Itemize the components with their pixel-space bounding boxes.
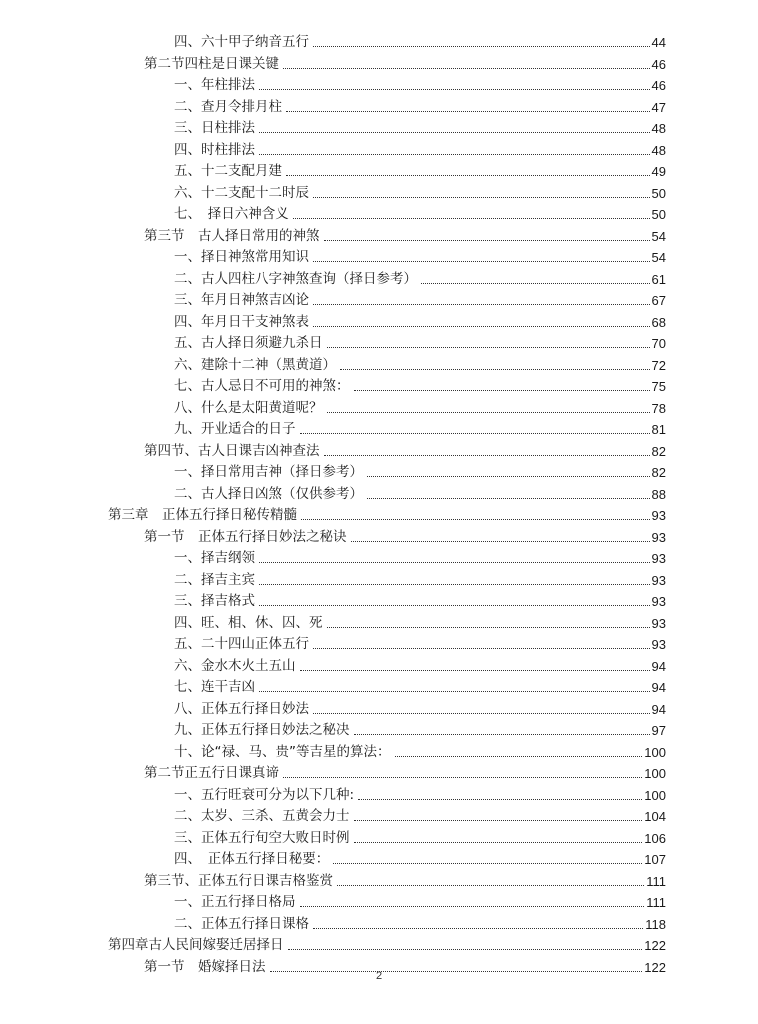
- toc-entry-title: 二、太岁、三杀、五黄会力士: [174, 808, 350, 824]
- toc-entry-title: 五、古人择日须避九杀日: [174, 335, 323, 351]
- toc-entry: [0, 226, 758, 248]
- dot-leader: [354, 820, 643, 821]
- toc-entry-title: 三、择吉格式: [174, 593, 255, 609]
- dot-leader: [259, 691, 650, 692]
- toc-entry-title: 四、 正体五行择日秘要：: [174, 851, 330, 867]
- toc-entry: [0, 763, 758, 785]
- dot-leader: [421, 283, 650, 284]
- dot-leader: [259, 89, 650, 90]
- toc-entry-title: 五、二十四山正体五行: [174, 636, 309, 652]
- toc-entry-page: 61: [651, 271, 666, 287]
- toc-entry-page: 50: [651, 207, 666, 223]
- toc-entry-page: 82: [651, 465, 666, 481]
- toc-entry: [0, 161, 758, 183]
- toc-entry: [0, 398, 758, 420]
- dot-leader: [354, 734, 650, 735]
- toc-entry: [0, 742, 758, 764]
- dot-leader: [313, 304, 650, 305]
- toc-entry-title: 七、连干吉凶: [174, 679, 255, 695]
- toc-entry-title: 六、建除十二神（黑黄道）: [174, 356, 336, 373]
- toc-entry-page: 82: [651, 443, 666, 459]
- toc-entry: [0, 871, 758, 893]
- toc-entry-page: 93: [651, 594, 666, 610]
- toc-entry: [0, 441, 758, 463]
- toc-entry-title: 四、时柱排法: [174, 141, 255, 158]
- toc-entry-title: 八、什么是太阳黄道呢？: [174, 399, 323, 416]
- toc-entry-page: 93: [651, 529, 666, 545]
- toc-entry-page: 78: [651, 400, 666, 416]
- dot-leader: [283, 777, 642, 778]
- toc-entry-title: 十、论“禄、马、贵”等吉星的算法：: [174, 743, 391, 760]
- toc-entry-title: 一、五行旺衰可分为以下几种:: [174, 786, 355, 803]
- dot-leader: [313, 261, 650, 262]
- toc-entry-title: 第三节、正体五行日课吉格鉴赏: [144, 872, 333, 889]
- toc-entry-title: 第四章古人民间嫁娶迁居择日: [108, 937, 284, 953]
- dot-leader: [333, 863, 642, 864]
- toc-entry: [0, 677, 758, 699]
- toc-entry-page: 75: [651, 379, 666, 395]
- toc-entry-title: 四、旺、相、休、囚、死: [174, 614, 323, 631]
- dot-leader: [351, 541, 650, 542]
- dot-leader: [286, 175, 650, 176]
- toc-entry-page: 48: [651, 142, 666, 158]
- toc-entry: [0, 505, 758, 527]
- toc-entry: [0, 548, 758, 570]
- dot-leader: [327, 412, 650, 413]
- toc-entry: [0, 269, 758, 291]
- toc-entry-page: 54: [651, 250, 666, 266]
- toc-entry-title: 四、年月日干支神煞表: [174, 313, 309, 330]
- dot-leader: [340, 369, 650, 370]
- toc-entry-title: 二、查月令排月柱: [174, 98, 282, 115]
- toc-entry: [0, 699, 758, 721]
- toc-entry-title: 四、六十甲子纳音五行: [174, 34, 309, 50]
- toc-entry-page: 122: [644, 959, 666, 975]
- toc-entry-page: 94: [651, 701, 666, 717]
- toc-entry: [0, 290, 758, 312]
- toc-entry-title: 第一节 正体五行择日妙法之秘诀: [144, 528, 347, 545]
- toc-entry-title: 一、择日神煞常用知识: [174, 249, 309, 265]
- toc-entry: [0, 914, 758, 936]
- toc-entry: [0, 355, 758, 377]
- toc-entry: [0, 591, 758, 613]
- toc-entry: [0, 247, 758, 269]
- toc-entry-page: 49: [651, 164, 666, 180]
- toc-entry-page: 94: [651, 658, 666, 674]
- toc-entry-title: 五、十二支配月建: [174, 163, 282, 179]
- dot-leader: [354, 842, 643, 843]
- toc-entry-page: 93: [651, 551, 666, 567]
- toc-entry-title: 九、开业适合的日子: [174, 421, 296, 437]
- toc-entry-title: 六、金水木火土五山: [174, 657, 296, 674]
- dot-leader: [324, 455, 650, 456]
- dot-leader: [300, 433, 650, 434]
- toc-entry-page: 93: [651, 615, 666, 631]
- dot-leader: [327, 347, 650, 348]
- toc-entry-page: 70: [651, 336, 666, 352]
- toc-entry-page: 72: [651, 357, 666, 373]
- toc-entry-page: 100: [644, 766, 666, 782]
- toc-entry-page: 68: [651, 314, 666, 330]
- toc-entry-title: 一、正五行择日格局: [174, 894, 296, 910]
- dot-leader: [301, 519, 650, 520]
- toc-entry-page: 48: [651, 121, 666, 137]
- dot-leader: [283, 68, 650, 69]
- dot-leader: [259, 154, 650, 155]
- toc-entry-page: 111: [646, 895, 666, 911]
- table-of-contents: [0, 32, 758, 978]
- toc-entry-page: 46: [651, 56, 666, 72]
- toc-entry-title: 二、择吉主宾: [174, 571, 255, 588]
- toc-entry: [0, 613, 758, 635]
- toc-entry: [0, 484, 758, 506]
- dot-leader: [293, 218, 650, 219]
- dot-leader: [313, 928, 643, 929]
- dot-leader: [313, 648, 650, 649]
- toc-entry-page: 93: [651, 637, 666, 653]
- toc-entry-title: 三、日柱排法: [174, 120, 255, 136]
- dot-leader: [259, 584, 650, 585]
- toc-entry-title: 第三章 正体五行择日秘传精髓: [108, 507, 297, 523]
- toc-entry: [0, 140, 758, 162]
- dot-leader: [358, 799, 642, 800]
- toc-entry-title: 一、年柱排法: [174, 77, 255, 93]
- toc-entry-page: 50: [651, 185, 666, 201]
- toc-entry: [0, 183, 758, 205]
- dot-leader: [259, 562, 650, 563]
- toc-entry-title: 第三节 古人择日常用的神煞: [144, 227, 320, 244]
- toc-entry: [0, 333, 758, 355]
- toc-entry-page: 47: [651, 99, 666, 115]
- dot-leader: [313, 326, 650, 327]
- toc-entry: [0, 935, 758, 957]
- toc-entry: [0, 462, 758, 484]
- toc-entry-title: 七、 择日六神含义: [174, 206, 289, 222]
- toc-entry-page: 107: [644, 852, 666, 868]
- toc-entry: [0, 634, 758, 656]
- toc-entry-page: 122: [644, 938, 666, 954]
- dot-leader: [300, 906, 645, 907]
- toc-entry: [0, 785, 758, 807]
- toc-entry-title: 七、古人忌日不可用的神煞：: [174, 378, 350, 394]
- toc-entry-title: 六、十二支配十二时辰: [174, 184, 309, 201]
- toc-entry: [0, 806, 758, 828]
- dot-leader: [327, 627, 650, 628]
- toc-entry-page: 88: [651, 486, 666, 502]
- dot-leader: [313, 46, 650, 47]
- toc-entry: [0, 570, 758, 592]
- dot-leader: [313, 713, 650, 714]
- toc-entry: [0, 376, 758, 398]
- toc-entry-page: 67: [651, 293, 666, 309]
- toc-entry-page: 104: [644, 809, 666, 825]
- dot-leader: [259, 605, 650, 606]
- dot-leader: [337, 885, 644, 886]
- toc-entry-page: 93: [651, 572, 666, 588]
- toc-entry-page: 44: [651, 35, 666, 51]
- dot-leader: [259, 132, 650, 133]
- dot-leader: [286, 111, 650, 112]
- toc-entry-page: 100: [644, 744, 666, 760]
- toc-entry: [0, 118, 758, 140]
- toc-entry: [0, 656, 758, 678]
- toc-entry: [0, 75, 758, 97]
- toc-entry-title: 二、古人四柱八字神煞查询（择日参考）: [174, 270, 417, 287]
- toc-entry-title: 第四节、古人日课吉凶神查法: [144, 442, 320, 459]
- toc-entry: [0, 527, 758, 549]
- toc-entry: [0, 849, 758, 871]
- toc-entry: [0, 204, 758, 226]
- toc-entry: [0, 828, 758, 850]
- page-number: 2: [375, 970, 383, 982]
- dot-leader: [288, 949, 643, 950]
- dot-leader: [367, 498, 650, 499]
- toc-entry-page: 111: [646, 873, 666, 889]
- toc-entry-page: 81: [651, 422, 666, 438]
- dot-leader: [313, 197, 650, 198]
- toc-entry-page: 46: [651, 78, 666, 94]
- toc-entry-page: 93: [651, 508, 666, 524]
- toc-entry-title: 一、择吉纲领: [174, 550, 255, 566]
- toc-entry: [0, 312, 758, 334]
- toc-entry: [0, 97, 758, 119]
- toc-entry-page: 106: [644, 830, 666, 846]
- toc-entry: [0, 720, 758, 742]
- toc-entry-title: 三、年月日神煞吉凶论: [174, 292, 309, 308]
- toc-entry: [0, 892, 758, 914]
- dot-leader: [367, 476, 650, 477]
- toc-entry-title: 二、正体五行择日课格: [174, 915, 309, 932]
- toc-entry-title: 九、正体五行择日妙法之秘决: [174, 722, 350, 738]
- dot-leader: [300, 670, 650, 671]
- toc-entry: [0, 32, 758, 54]
- dot-leader: [395, 756, 643, 757]
- toc-entry-title: 第二节正五行日课真谛: [144, 765, 279, 781]
- toc-entry-title: 八、正体五行择日妙法: [174, 700, 309, 717]
- toc-entry-title: 第一节 婚嫁择日法: [144, 958, 266, 975]
- toc-entry-page: 118: [645, 916, 666, 932]
- toc-entry-title: 第二节四柱是日课关键: [144, 55, 279, 72]
- dot-leader: [354, 390, 650, 391]
- toc-entry-page: 94: [651, 680, 666, 696]
- toc-entry-page: 54: [651, 228, 666, 244]
- toc-entry-title: 一、择日常用吉神（择日参考）: [174, 464, 363, 480]
- toc-entry: [0, 419, 758, 441]
- toc-entry-page: 100: [644, 787, 666, 803]
- toc-entry-title: 三、正体五行旬空大败日时例: [174, 829, 350, 846]
- toc-entry-page: 97: [651, 723, 666, 739]
- dot-leader: [324, 240, 650, 241]
- toc-entry: [0, 54, 758, 76]
- toc-entry-title: 二、古人择日凶煞（仅供参考）: [174, 485, 363, 502]
